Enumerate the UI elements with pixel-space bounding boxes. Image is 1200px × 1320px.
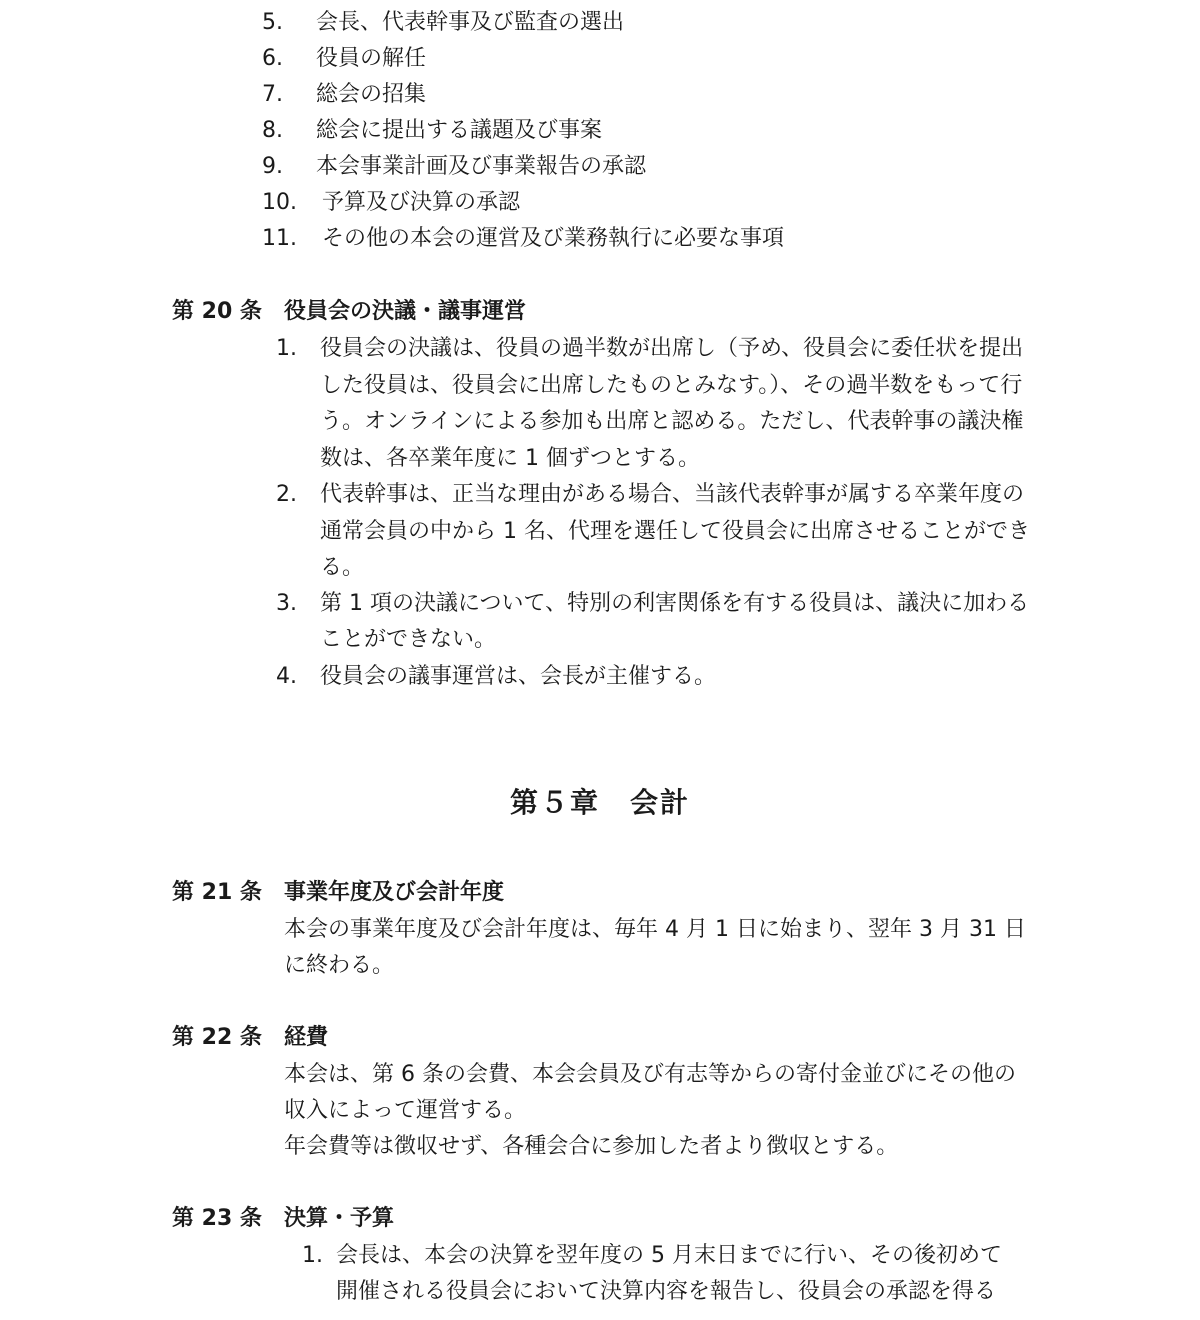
article-title: 役員会の決議・議事運営 <box>284 299 527 324</box>
item-text: 通常会員の中から 1 名、代理を選任して役員会に出席させることができ <box>320 519 1030 544</box>
item-text: 開催される役員会において決算内容を報告し、役員会の承認を得る <box>336 1279 997 1304</box>
item-number: 1. <box>302 1243 323 1268</box>
item-number: 2. <box>276 482 297 507</box>
item-text: 代表幹事は、正当な理由がある場合、当該代表幹事が属する卒業年度の <box>320 482 1025 507</box>
article-text: 収入によって運営する。 <box>284 1098 527 1123</box>
item-text: 会長は、本会の決算を翌年度の 5 月末日までに行い、その後初めて <box>336 1243 1002 1268</box>
item-text: ことができない。 <box>320 627 497 652</box>
item-text: 役員会の議事運営は、会長が主催する。 <box>320 664 717 689</box>
item-text: した役員は、役員会に出席したものとみなす。）、その過半数をもって行 <box>320 373 1023 398</box>
article-text: に終わる。 <box>284 953 395 978</box>
list-item-number: 8. <box>262 118 283 143</box>
article-number: 第 23 条 <box>172 1206 262 1231</box>
article-text: 年会費等は徴収せず、各種会合に参加した者より徴収とする。 <box>284 1134 899 1159</box>
item-text: 数は、各卒業年度に 1 個ずつとする。 <box>320 446 700 471</box>
list-item-text: その他の本会の運営及び業務執行に必要な事項 <box>322 226 785 251</box>
article-text: 本会は、第 6 条の会費、本会会員及び有志等からの寄付金並びにその他の <box>284 1062 1016 1087</box>
list-item-number: 5. <box>262 10 283 35</box>
list-item-number: 6. <box>262 46 283 71</box>
article-text: 本会の事業年度及び会計年度は、毎年 4 月 1 日に始まり、翌年 3 月 31 日 <box>284 917 1026 942</box>
list-item-number: 10. <box>262 190 297 215</box>
list-item-number: 9. <box>262 154 283 179</box>
list-item-text: 総会に提出する議題及び事案 <box>316 118 603 143</box>
list-item-text: 総会の招集 <box>316 82 427 107</box>
item-text: る。 <box>320 555 365 580</box>
article-number: 第 20 条 <box>172 299 262 324</box>
article-title: 経費 <box>284 1025 329 1050</box>
item-number: 1. <box>276 336 297 361</box>
item-text: 第 1 項の決議について、特別の利害関係を有する役員は、議決に加わる <box>320 591 1030 616</box>
chapter-title: 第５章 会計 <box>509 786 690 819</box>
list-item-text: 役員の解任 <box>316 46 427 71</box>
list-item-text: 本会事業計画及び事業報告の承認 <box>316 154 647 179</box>
item-text: 役員会の決議は、役員の過半数が出席し（予め、役員会に委任状を提出 <box>320 336 1024 361</box>
item-number: 3. <box>276 591 297 616</box>
article-title: 決算・予算 <box>284 1206 395 1231</box>
article-number: 第 22 条 <box>172 1025 262 1050</box>
article-title: 事業年度及び会計年度 <box>284 880 505 905</box>
list-item-text: 会長、代表幹事及び監査の選出 <box>316 10 625 35</box>
list-item-number: 11. <box>262 226 297 251</box>
article-number: 第 21 条 <box>172 880 262 905</box>
item-text: う。オンラインによる参加も出席と認める。ただし、代表幹事の議決権 <box>320 409 1024 434</box>
item-number: 4. <box>276 664 297 689</box>
list-item-number: 7. <box>262 82 283 107</box>
list-item-text: 予算及び決算の承認 <box>322 190 521 215</box>
